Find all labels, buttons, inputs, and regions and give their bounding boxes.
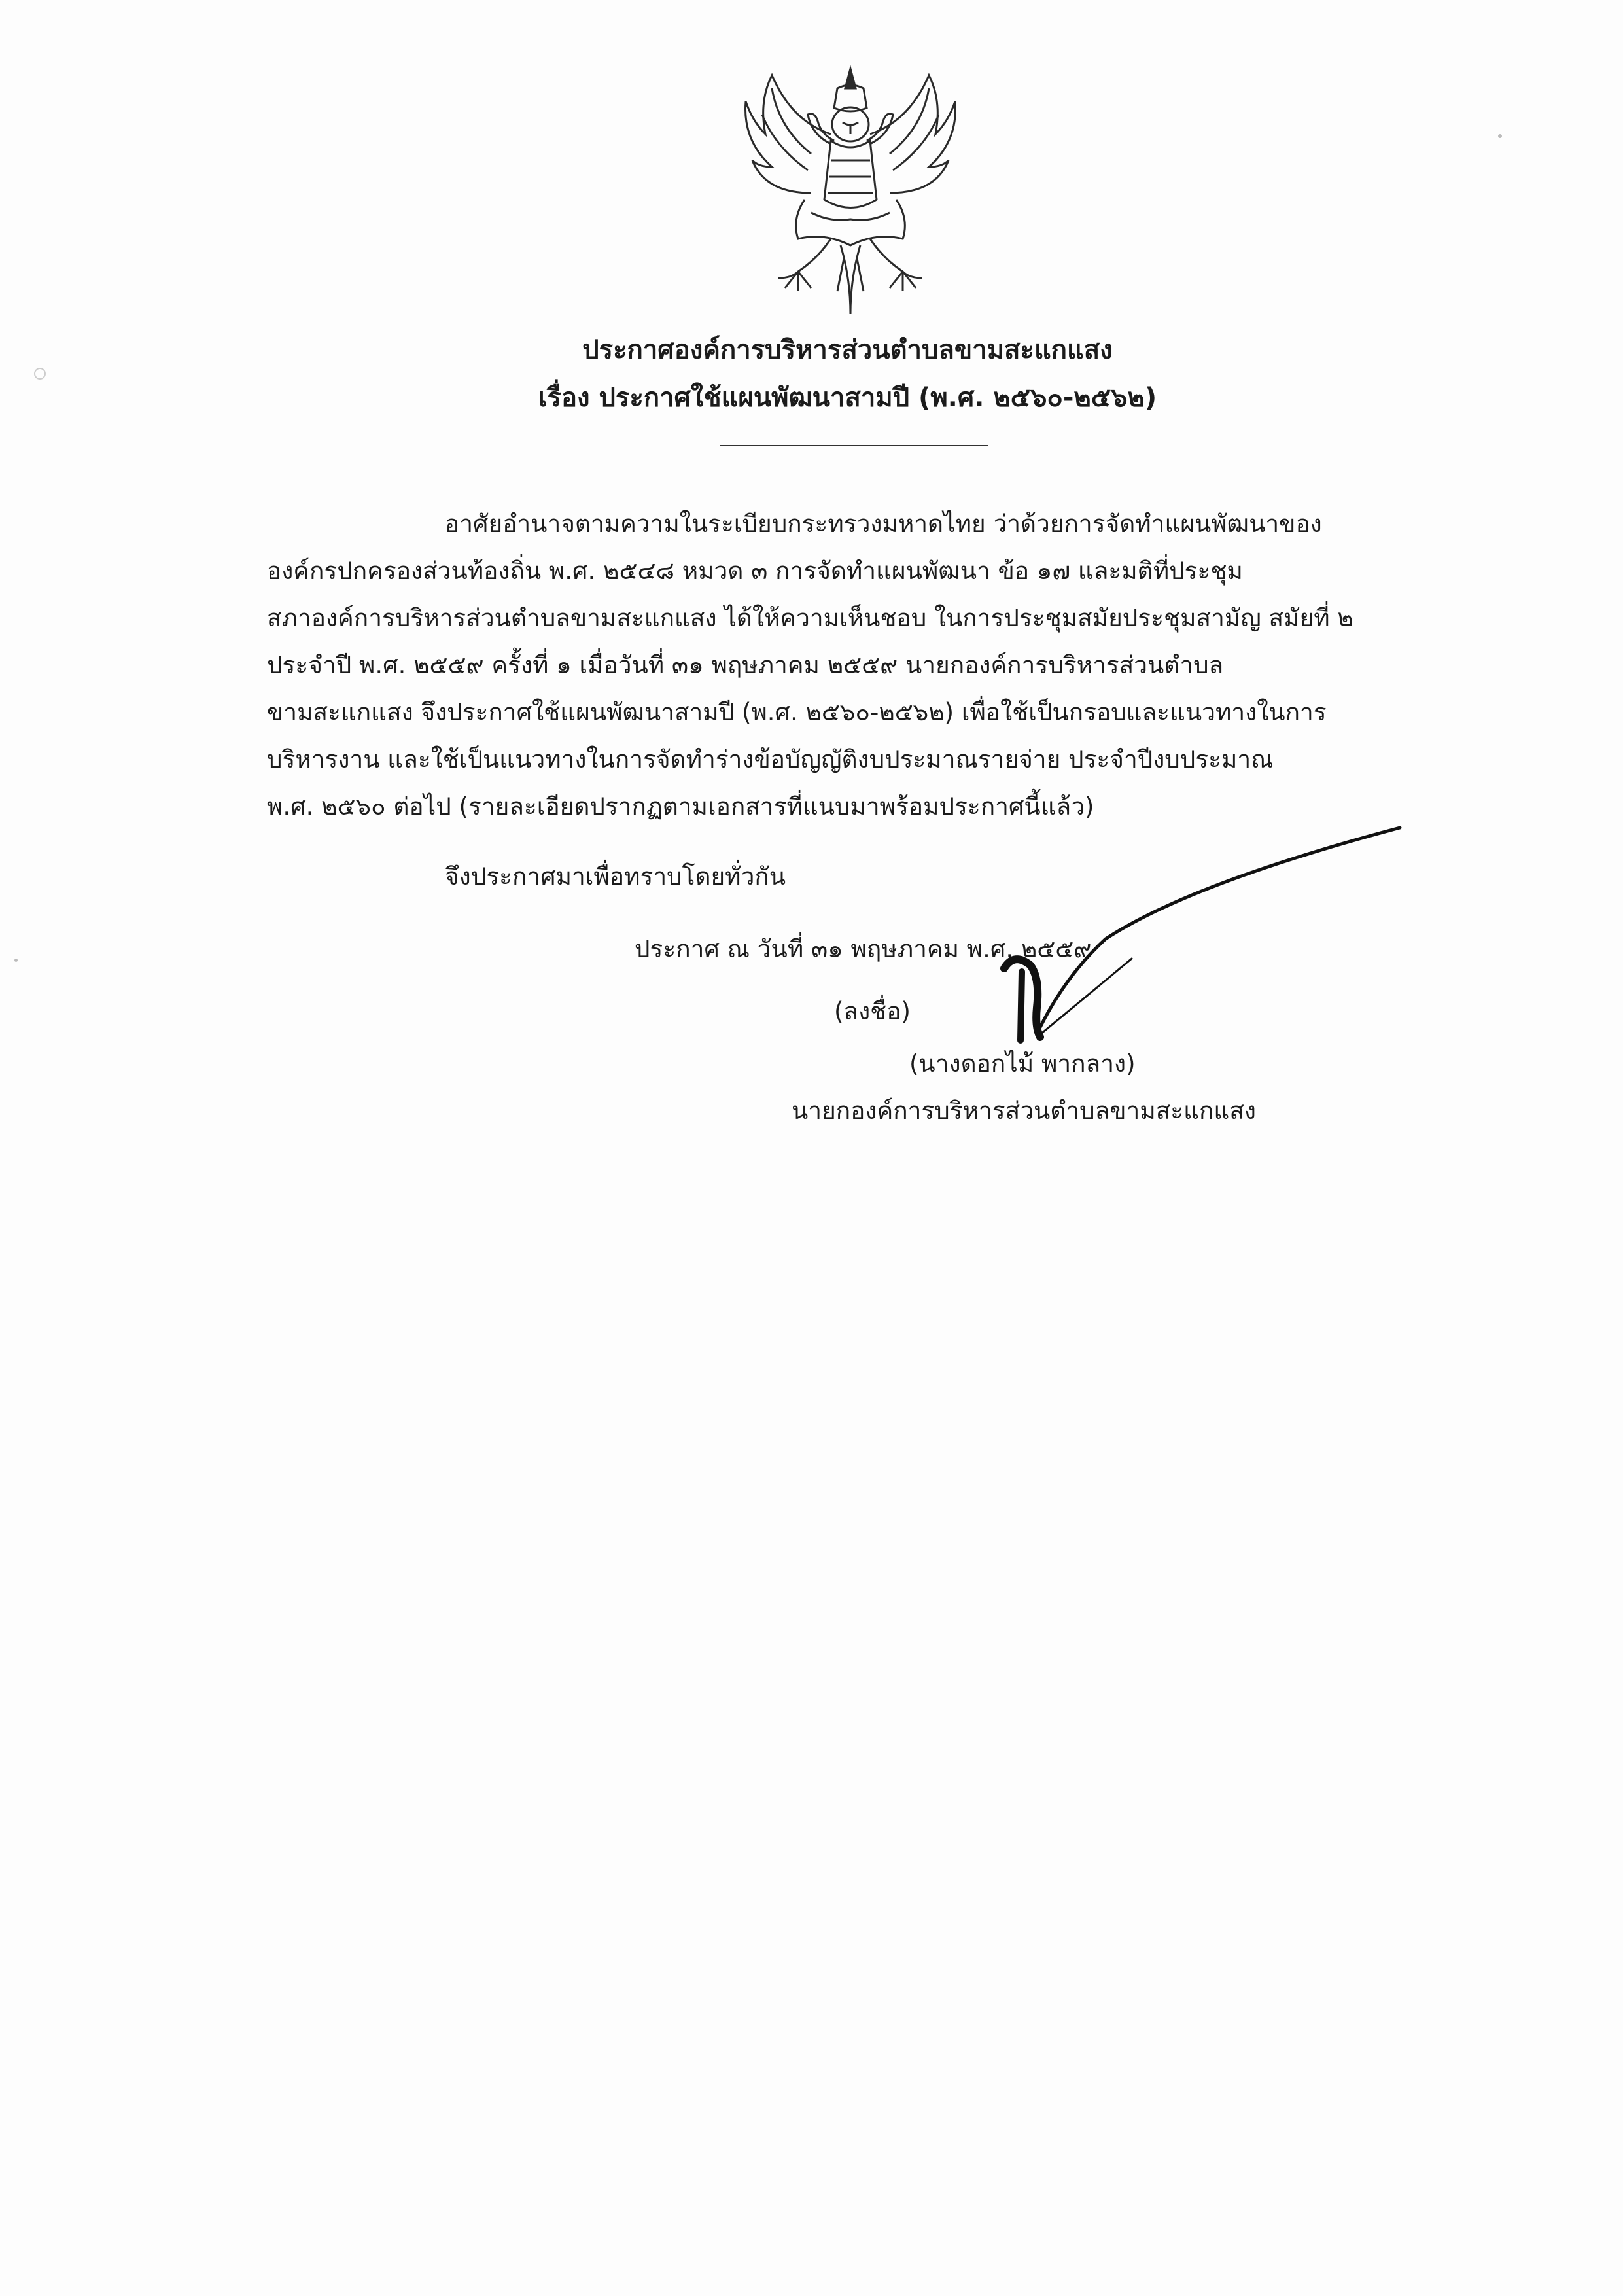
handwritten-signature-icon xyxy=(975,811,1433,1053)
body-line-5: ขามสะแกแสง จึงประกาศใช้แผนพัฒนาสามปี (พ.ศ. ๒๕๖๐-๒๕๖๒) เพื่อใช้เป็นกรอบและแนวทางในการ xyxy=(267,698,1327,726)
paper-speck xyxy=(14,959,18,962)
body-line-7: พ.ศ. ๒๕๖๐ ต่อไป (รายละเอียดปรากฏตามเอกสารที่แนบมาพร้อมประกาศนี้แล้ว) xyxy=(267,792,1094,821)
signer-position: นายกองค์การบริหารส่วนตำบลขามสะแกแสง xyxy=(792,1097,1256,1125)
body-line-3: สภาองค์การบริหารส่วนตำบลขามสะแกแสง ได้ให้ความเห็นชอบ ในการประชุมสมัยประชุมสามัญ สมัยที่ ๒ xyxy=(267,604,1353,632)
body-line-1: อาศัยอำนาจตามความในระเบียบกระทรวงมหาดไทย ว่าด้วยการจัดทำแผนพัฒนาของ xyxy=(445,510,1322,538)
body-line-6: บริหารงาน และใช้เป็นแนวทางในการจัดทำร่างข้อบัญญัติงบประมาณรายจ่าย ประจำปีงบประมาณ xyxy=(267,745,1274,773)
announcement-date: ประกาศ ณ วันที่ ๓๑ พฤษภาคม พ.ศ. ๒๕๕๙ xyxy=(635,935,1092,963)
announcement-title: ประกาศองค์การบริหารส่วนตำบลขามสะแกแสง xyxy=(582,335,1113,365)
signed-label: (ลงชื่อ) xyxy=(834,997,911,1025)
body-line-2: องค์กรปกครองส่วนท้องถิ่น พ.ศ. ๒๕๔๘ หมวด ๓ การจัดทำแผนพัฒนา ข้อ ๑๗ และมติที่ประชุม xyxy=(267,557,1243,585)
title-divider xyxy=(720,445,988,446)
signer-name: (นางดอกไม้ พากลาง) xyxy=(909,1050,1136,1078)
announcement-subject: เรื่อง ประกาศใช้แผนพัฒนาสามปี (พ.ศ. ๒๕๖๐-๒๕๖๒) xyxy=(538,383,1157,413)
garuda-emblem-icon xyxy=(733,62,968,317)
closing-statement: จึงประกาศมาเพื่อทราบโดยทั่วกัน xyxy=(445,862,786,891)
body-line-4: ประจำปี พ.ศ. ๒๕๕๙ ครั้งที่ ๑ เมื่อวันที่ ๓๑ พฤษภาคม ๒๕๕๙ นายกองค์การบริหารส่วนตำบล xyxy=(267,651,1224,679)
paper-speck xyxy=(1498,134,1502,138)
paper-speck xyxy=(34,368,46,380)
